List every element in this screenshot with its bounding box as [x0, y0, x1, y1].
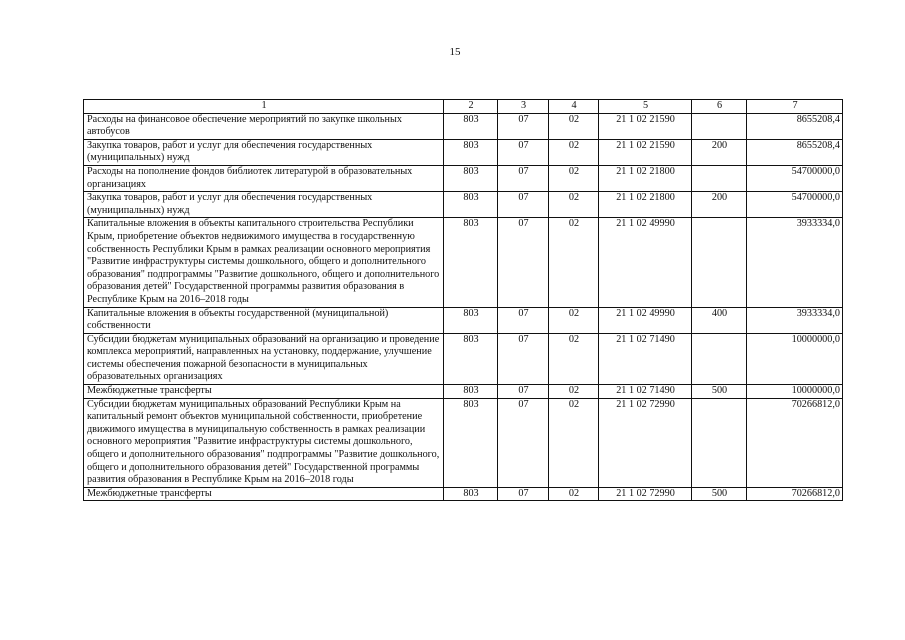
ministry-code: 803 — [444, 192, 498, 218]
target-article-code: 21 1 02 71490 — [599, 385, 692, 399]
amount-value: 54700000,0 — [747, 165, 843, 191]
ministry-code: 803 — [444, 113, 498, 139]
amount-value: 8655208,4 — [747, 113, 843, 139]
column-header-6: 6 — [692, 100, 747, 114]
expense-type-code — [692, 333, 747, 384]
amount-value: 10000000,0 — [747, 385, 843, 399]
amount-value: 54700000,0 — [747, 192, 843, 218]
table-row — [84, 139, 843, 165]
ministry-code: 803 — [444, 398, 498, 487]
target-article-code: 21 1 02 21800 — [599, 192, 692, 218]
target-article-code: 21 1 02 49990 — [599, 307, 692, 333]
section-code: 07 — [498, 385, 549, 399]
row-description: Расходы на пополнение фондов библиотек литературой в образовательных организациях — [84, 165, 444, 191]
target-article-code: 21 1 02 72990 — [599, 487, 692, 501]
column-header-1: 1 — [84, 100, 444, 114]
row-description: Субсидии бюджетам муниципальных образований Республики Крым на капитальный ремонт объектов муниципальной собственности, приобретение движимого имущества в муниципальную собственность в рамках реализации основного мероприятия "Развитие инфраструктуры системы дошкольного, общего и дополнительного образования" подпрограммы "Развитие дошкольного, общего и дополнительного образования детей" Государственной программы развития образования в Республике Крым на 2016–2018 годы — [84, 398, 444, 487]
expense-type-code: 500 — [692, 385, 747, 399]
target-article-code: 21 1 02 72990 — [599, 398, 692, 487]
amount-value: 10000000,0 — [747, 333, 843, 384]
page-number: 15 — [449, 46, 461, 58]
amount-value: 3933334,0 — [747, 307, 843, 333]
table-row — [84, 398, 843, 487]
section-code: 07 — [498, 113, 549, 139]
ministry-code: 803 — [444, 139, 498, 165]
table-row — [84, 218, 843, 307]
budget-table — [83, 99, 843, 501]
section-code: 07 — [498, 333, 549, 384]
amount-value: 70266812,0 — [747, 398, 843, 487]
section-code: 07 — [498, 165, 549, 191]
column-header-2: 2 — [444, 100, 498, 114]
table-row — [84, 385, 843, 399]
target-article-code: 21 1 02 71490 — [599, 333, 692, 384]
ministry-code: 803 — [444, 218, 498, 307]
subsection-code: 02 — [549, 139, 599, 165]
ministry-code: 803 — [444, 385, 498, 399]
section-code: 07 — [498, 139, 549, 165]
table-row — [84, 165, 843, 191]
header-row — [84, 100, 843, 114]
row-description: Межбюджетные трансферты — [84, 385, 444, 399]
section-code: 07 — [498, 218, 549, 307]
table-row — [84, 333, 843, 384]
expense-type-code — [692, 165, 747, 191]
expense-type-code: 400 — [692, 307, 747, 333]
subsection-code: 02 — [549, 113, 599, 139]
ministry-code: 803 — [444, 165, 498, 191]
subsection-code: 02 — [549, 192, 599, 218]
row-description: Капитальные вложения в объекты государственной (муниципальной) собственности — [84, 307, 444, 333]
expense-type-code — [692, 113, 747, 139]
expense-type-code — [692, 398, 747, 487]
amount-value: 8655208,4 — [747, 139, 843, 165]
row-description: Закупка товаров, работ и услуг для обеспечения государственных (муниципальных) нужд — [84, 192, 444, 218]
subsection-code: 02 — [549, 398, 599, 487]
section-code: 07 — [498, 307, 549, 333]
ministry-code: 803 — [444, 333, 498, 384]
ministry-code: 803 — [444, 487, 498, 501]
expense-type-code: 200 — [692, 139, 747, 165]
ministry-code: 803 — [444, 307, 498, 333]
row-description: Субсидии бюджетам муниципальных образований на организацию и проведение комплекса мероприятий, направленных на установку, поддержание, улучшение системы обеспечения пожарной безопасности в муниципальных образовательных организациях — [84, 333, 444, 384]
subsection-code: 02 — [549, 487, 599, 501]
column-header-5: 5 — [599, 100, 692, 114]
column-header-3: 3 — [498, 100, 549, 114]
target-article-code: 21 1 02 49990 — [599, 218, 692, 307]
row-description: Межбюджетные трансферты — [84, 487, 444, 501]
subsection-code: 02 — [549, 165, 599, 191]
expense-type-code: 500 — [692, 487, 747, 501]
table-row — [84, 307, 843, 333]
subsection-code: 02 — [549, 385, 599, 399]
amount-value: 70266812,0 — [747, 487, 843, 501]
expense-type-code: 200 — [692, 192, 747, 218]
column-header-4: 4 — [549, 100, 599, 114]
row-description: Закупка товаров, работ и услуг для обеспечения государственных (муниципальных) нужд — [84, 139, 444, 165]
section-code: 07 — [498, 398, 549, 487]
table-row — [84, 192, 843, 218]
subsection-code: 02 — [549, 307, 599, 333]
subsection-code: 02 — [549, 218, 599, 307]
table-row — [84, 113, 843, 139]
amount-value: 3933334,0 — [747, 218, 843, 307]
target-article-code: 21 1 02 21590 — [599, 139, 692, 165]
row-description: Расходы на финансовое обеспечение мероприятий по закупке школьных автобусов — [84, 113, 444, 139]
section-code: 07 — [498, 192, 549, 218]
column-header-7: 7 — [747, 100, 843, 114]
subsection-code: 02 — [549, 333, 599, 384]
target-article-code: 21 1 02 21800 — [599, 165, 692, 191]
table-row — [84, 487, 843, 501]
expense-type-code — [692, 218, 747, 307]
row-description: Капитальные вложения в объекты капитального строительства Республики Крым, приобретение объектов недвижимого имущества в государственную собственность Республики Крым в рамках реализации основного мероприятия "Развитие инфраструктуры системы дошкольного, общего и дополнительного образования" подпрограммы "Развитие дошкольного, общего и дополнительного образования детей" Государственной программы развития образования в Республике Крым на 2016–2018 годы — [84, 218, 444, 307]
target-article-code: 21 1 02 21590 — [599, 113, 692, 139]
section-code: 07 — [498, 487, 549, 501]
